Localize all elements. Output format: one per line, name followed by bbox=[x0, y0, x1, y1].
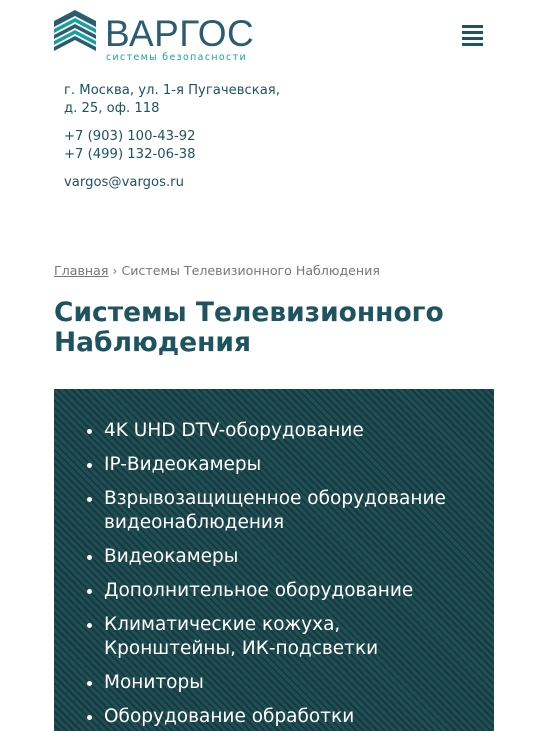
catalog-item[interactable] bbox=[104, 613, 474, 661]
breadcrumb-home-link[interactable]: Главная bbox=[54, 263, 109, 278]
brand-name: ВАРГОС bbox=[105, 13, 255, 54]
catalog-item-link[interactable]: Климатические кожуха, Кронштейны, ИК-подсветки bbox=[104, 614, 379, 659]
breadcrumb bbox=[54, 262, 380, 280]
hamburger-menu-icon[interactable] bbox=[458, 21, 488, 49]
catalog-item[interactable] bbox=[104, 705, 474, 729]
logo-mark-icon bbox=[54, 10, 96, 52]
catalog-list bbox=[54, 389, 494, 729]
catalog-item-link[interactable]: Мониторы bbox=[104, 672, 204, 693]
brand-tagline: системы безопасности bbox=[106, 52, 247, 63]
catalog-item-link[interactable]: Видеокамеры bbox=[104, 546, 239, 567]
email-link[interactable]: vargos@vargos.ru bbox=[64, 175, 184, 190]
address-line-1: г. Москва, ул. 1-я Пугачевская, bbox=[64, 83, 280, 98]
catalog-item[interactable] bbox=[104, 453, 474, 477]
phone-link-2[interactable]: +7 (499) 132-06-38 bbox=[64, 147, 196, 162]
catalog-item-link[interactable]: 4K UHD DTV-оборудование bbox=[104, 420, 364, 441]
catalog-panel bbox=[54, 389, 494, 731]
contact-info bbox=[64, 82, 280, 192]
catalog-item-link[interactable]: Оборудование обработки bbox=[104, 706, 355, 727]
catalog-item[interactable] bbox=[104, 487, 474, 535]
catalog-item[interactable] bbox=[104, 579, 474, 603]
catalog-item-link[interactable]: Взрывозащищенное оборудование видеонаблюдения bbox=[104, 488, 446, 533]
breadcrumb-separator: › bbox=[112, 263, 118, 278]
catalog-item[interactable] bbox=[104, 545, 474, 569]
page-title: Системы Телевизионного Наблюдения bbox=[54, 297, 444, 358]
breadcrumb-current: Системы Телевизионного Наблюдения bbox=[121, 263, 380, 278]
address-line-2: д. 25, оф. 118 bbox=[64, 101, 160, 116]
catalog-item-link[interactable]: Дополнительное оборудование bbox=[104, 580, 414, 601]
site-header bbox=[0, 0, 548, 70]
catalog-item[interactable] bbox=[104, 419, 474, 443]
catalog-item[interactable] bbox=[104, 671, 474, 695]
logo[interactable] bbox=[54, 10, 259, 66]
phone-link-1[interactable]: +7 (903) 100-43-92 bbox=[64, 129, 196, 144]
catalog-item-link[interactable]: IP-Видеокамеры bbox=[104, 454, 262, 475]
